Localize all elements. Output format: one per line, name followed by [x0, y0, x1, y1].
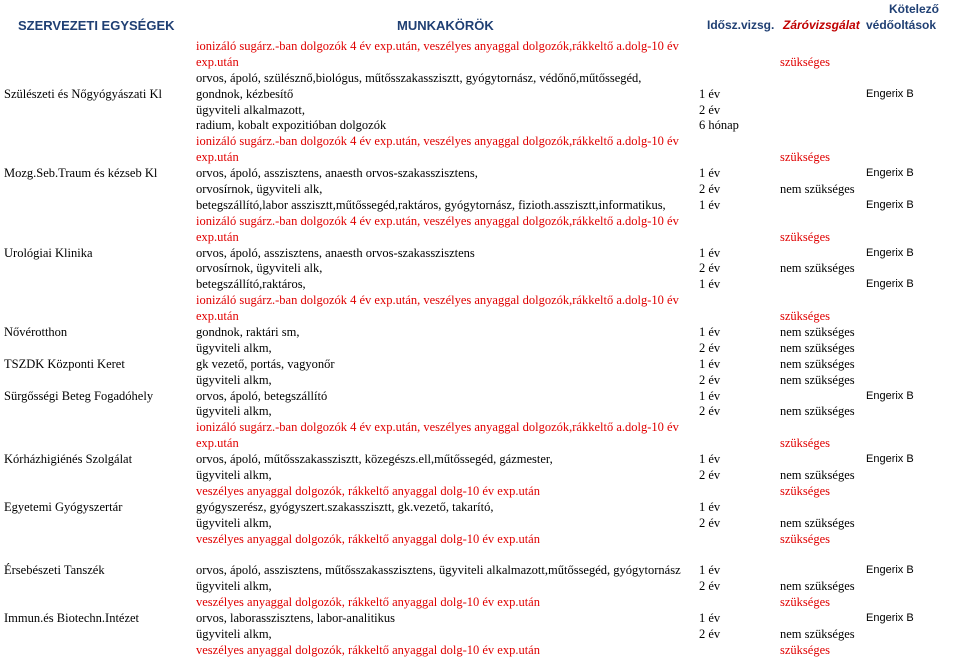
- unit-cell: Szülészeti és Nőgyógyászati Kl: [4, 86, 162, 101]
- exam-cell: nem szükséges: [780, 579, 855, 594]
- interval-cell: 1 év: [699, 388, 721, 403]
- unit-cell: TSZDK Központi Keret: [4, 356, 125, 371]
- job-cell: orvos, ápoló, asszisztens, anaesth orvos-szakasszisztens,: [196, 166, 478, 181]
- table-row: [0, 245, 960, 261]
- exam-cell: nem szükséges: [780, 261, 855, 276]
- job-cell: orvos, laborasszisztens, labor-analitikus: [196, 611, 396, 626]
- header-final-exam: Záróvizsgálat: [783, 18, 860, 32]
- table-row: [0, 435, 960, 451]
- exam-cell: nem szükséges: [780, 626, 855, 641]
- job-cell: ügyviteli alkm,: [196, 579, 272, 594]
- job-cell: ügyviteli alkm,: [196, 372, 272, 387]
- table-row: [0, 372, 960, 388]
- table-row: [0, 419, 960, 435]
- table-row: [0, 102, 960, 118]
- job-cell: betegszállító,raktáros,: [196, 277, 306, 292]
- job-cell: gk vezető, portás, vagyonőr: [196, 356, 335, 371]
- unit-cell: Érsebészeti Tanszék: [4, 563, 105, 578]
- table-row: [0, 229, 960, 245]
- unit-cell: Nővérotthon: [4, 325, 68, 340]
- job-cell: betegszállító,labor asszisztt,műtőssegéd,raktáros, gyógytornász, fizioth.asszisztt,informatikus,: [196, 197, 666, 212]
- vaccination-cell: Engerix B: [866, 453, 914, 466]
- job-cell: orvos, ápoló, asszisztens, műtősszakasszisztens, ügyviteli alkalmazott,műtőssegéd, gyógytornász: [196, 563, 681, 578]
- table-row: [0, 292, 960, 308]
- job-cell: ügyviteli alkm,: [196, 515, 272, 530]
- interval-cell: 2 év: [699, 515, 721, 530]
- exam-cell: szükséges: [780, 54, 830, 69]
- exam-cell: nem szükséges: [780, 182, 855, 197]
- exam-cell: nem szükséges: [780, 325, 855, 340]
- table-row: [0, 260, 960, 276]
- unit-cell: Egyetemi Gyógyszertár: [4, 499, 123, 514]
- unit-cell: Urológiai Klinika: [4, 245, 93, 260]
- table-row: [0, 499, 960, 515]
- table-row: [0, 594, 960, 610]
- job-cell: orvosírnok, ügyviteli alk,: [196, 261, 323, 276]
- interval-cell: 6 hónap: [699, 118, 739, 133]
- table-row: [0, 403, 960, 419]
- interval-cell: 1 év: [699, 197, 721, 212]
- header-vaccination-line2: védőoltások: [866, 18, 937, 32]
- job-cell: veszélyes anyaggal dolgozók, rákkeltő anyaggal dolg-10 év exp.után: [196, 531, 540, 546]
- table-row: [0, 451, 960, 467]
- vaccination-cell: Engerix B: [866, 278, 914, 291]
- table-row: [0, 276, 960, 292]
- job-cell: exp.után: [196, 229, 239, 244]
- vaccination-cell: Engerix B: [866, 612, 914, 625]
- exam-cell: nem szükséges: [780, 372, 855, 387]
- job-cell: exp.után: [196, 436, 239, 451]
- job-cell: ionizáló sugárz.-ban dolgozók 4 év exp.után, veszélyes anyaggal dolgozók,rákkeltő a.dolg-10 év: [196, 213, 679, 228]
- table-row: [0, 133, 960, 149]
- table-row: [0, 356, 960, 372]
- exam-cell: szükséges: [780, 483, 830, 498]
- exam-cell: nem szükséges: [780, 468, 855, 483]
- table-row: [0, 308, 960, 324]
- table-row: [0, 181, 960, 197]
- interval-cell: 2 év: [699, 468, 721, 483]
- exam-cell: nem szükséges: [780, 515, 855, 530]
- table-row: [0, 467, 960, 483]
- interval-cell: 1 év: [699, 356, 721, 371]
- exam-cell: nem szükséges: [780, 404, 855, 419]
- job-cell: orvosírnok, ügyviteli alk,: [196, 182, 323, 197]
- interval-cell: 2 év: [699, 340, 721, 355]
- vaccination-cell: Engerix B: [866, 246, 914, 259]
- job-cell: orvos, ápoló, műtősszakasszisztt, közegészs.ell,műtőssegéd, gázmester,: [196, 452, 553, 467]
- job-cell: ionizáló sugárz.-ban dolgozók 4 év exp.után, veszélyes anyaggal dolgozók,rákkeltő a.dolg-10 év: [196, 39, 679, 53]
- table-row: [0, 38, 960, 54]
- interval-cell: 1 év: [699, 611, 721, 626]
- exam-cell: szükséges: [780, 595, 830, 610]
- vaccination-cell: Engerix B: [866, 564, 914, 577]
- job-cell: veszélyes anyaggal dolgozók, rákkeltő anyaggal dolg-10 év exp.után: [196, 642, 540, 657]
- vaccination-cell: Engerix B: [866, 198, 914, 211]
- table-row: [0, 388, 960, 404]
- interval-cell: 1 év: [699, 563, 721, 578]
- table-row: [0, 578, 960, 594]
- table-body: [0, 38, 960, 658]
- interval-cell: 1 év: [699, 452, 721, 467]
- interval-cell: 2 év: [699, 579, 721, 594]
- vaccination-cell: Engerix B: [866, 87, 914, 100]
- job-cell: gondnok, raktári sm,: [196, 325, 300, 340]
- table-row: [0, 626, 960, 642]
- table-row: [0, 642, 960, 658]
- exam-cell: szükséges: [780, 229, 830, 244]
- interval-cell: 2 év: [699, 182, 721, 197]
- job-cell: exp.után: [196, 309, 239, 324]
- job-cell: gyógyszerész, gyógyszert.szakasszisztt, gk.vezető, takarító,: [196, 499, 494, 514]
- table-row: [0, 54, 960, 70]
- unit-cell: Mozg.Seb.Traum és kézseb Kl: [4, 166, 158, 181]
- table-row: [0, 86, 960, 102]
- table-row: [0, 340, 960, 356]
- job-cell: radium, kobalt expozitióban dolgozók: [196, 118, 387, 133]
- table-header: [0, 0, 960, 38]
- job-cell: veszélyes anyaggal dolgozók, rákkeltő anyaggal dolg-10 év exp.után: [196, 483, 540, 498]
- job-cell: ionizáló sugárz.-ban dolgozók 4 év exp.után, veszélyes anyaggal dolgozók,rákkeltő a.dolg-10 év: [196, 134, 679, 149]
- exam-cell: szükséges: [780, 531, 830, 546]
- interval-cell: 1 év: [699, 325, 721, 340]
- job-cell: orvos, ápoló, asszisztens, anaesth orvos-szakasszisztens: [196, 245, 475, 260]
- job-cell: ügyviteli alkm,: [196, 468, 272, 483]
- job-cell: ügyviteli alkm,: [196, 626, 272, 641]
- job-cell: exp.után: [196, 150, 239, 165]
- unit-cell: Sürgősségi Beteg Fogadóhely: [4, 388, 154, 403]
- interval-cell: 2 év: [699, 372, 721, 387]
- interval-cell: 2 év: [699, 626, 721, 641]
- header-unit: SZERVEZETI EGYSÉGEK: [18, 18, 175, 33]
- interval-cell: 1 év: [699, 277, 721, 292]
- header-jobs: MUNKAKÖRÖK: [397, 18, 494, 33]
- job-cell: gondnok, kézbesítő: [196, 86, 294, 101]
- interval-cell: 2 év: [699, 404, 721, 419]
- interval-cell: 1 év: [699, 166, 721, 181]
- table-row: [0, 197, 960, 213]
- job-cell: orvos, ápoló, szülésznő,biológus, műtősszakasszisztt, gyógytornász, védőnő,műtőssegéd,: [196, 70, 642, 85]
- unit-cell: Kórházhigiénés Szolgálat: [4, 452, 133, 467]
- job-cell: ügyviteli alkm,: [196, 340, 272, 355]
- exam-cell: szükséges: [780, 642, 830, 657]
- table-row: [0, 149, 960, 165]
- interval-cell: 1 év: [699, 86, 721, 101]
- interval-cell: 2 év: [699, 102, 721, 117]
- job-cell: veszélyes anyaggal dolgozók, rákkeltő anyaggal dolg-10 év exp.után: [196, 595, 540, 610]
- job-cell: ionizáló sugárz.-ban dolgozók 4 év exp.után, veszélyes anyaggal dolgozók,rákkeltő a.dolg-10 év: [196, 420, 679, 435]
- header-vaccination-line1: Kötelező: [889, 2, 940, 16]
- vaccination-cell: Engerix B: [866, 167, 914, 180]
- interval-cell: 2 év: [699, 261, 721, 276]
- exam-cell: szükséges: [780, 309, 830, 324]
- job-cell: exp.után: [196, 54, 239, 69]
- table-row: [0, 483, 960, 499]
- table-row: [0, 610, 960, 626]
- exam-cell: nem szükséges: [780, 356, 855, 371]
- table-row: [0, 547, 960, 563]
- table-row: [0, 213, 960, 229]
- table-row: [0, 165, 960, 181]
- table-row: [0, 117, 960, 133]
- job-cell: ionizáló sugárz.-ban dolgozók 4 év exp.után, veszélyes anyaggal dolgozók,rákkeltő a.dolg-10 év: [196, 293, 679, 308]
- vaccination-cell: Engerix B: [866, 389, 914, 402]
- table-row: [0, 324, 960, 340]
- table-row: [0, 562, 960, 578]
- job-cell: ügyviteli alkm,: [196, 404, 272, 419]
- job-cell: orvos, ápoló, betegszállító: [196, 388, 328, 403]
- unit-cell: Immun.és Biotechn.Intézet: [4, 611, 140, 626]
- exam-cell: szükséges: [780, 436, 830, 451]
- interval-cell: 1 év: [699, 499, 721, 514]
- job-cell: ügyviteli alkalmazott,: [196, 102, 305, 117]
- table-row: [0, 70, 960, 86]
- header-interval: Idősz.vizsg.: [707, 18, 775, 32]
- exam-cell: szükséges: [780, 150, 830, 165]
- table-row: [0, 515, 960, 531]
- exam-cell: nem szükséges: [780, 340, 855, 355]
- table-row: [0, 531, 960, 547]
- interval-cell: 1 év: [699, 245, 721, 260]
